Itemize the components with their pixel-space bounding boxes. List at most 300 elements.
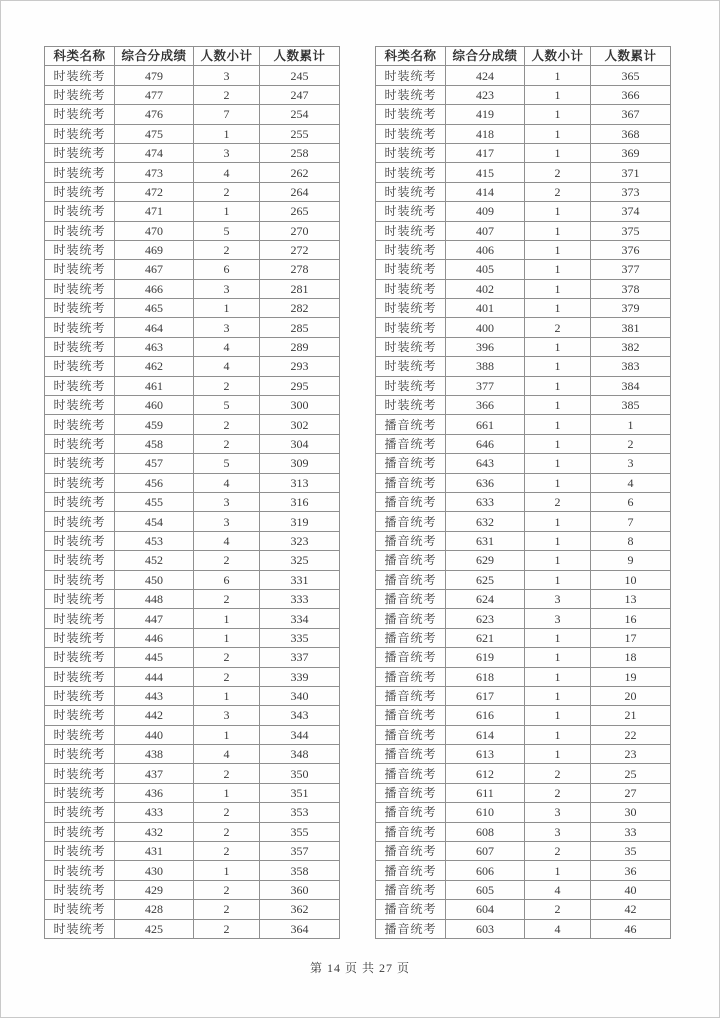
cumulative-cell: 362 — [260, 900, 340, 919]
subtotal-cell: 3 — [194, 143, 260, 162]
category-cell: 时装统考 — [45, 531, 115, 550]
score-cell: 473 — [115, 163, 194, 182]
category-cell: 时装统考 — [45, 454, 115, 473]
table-row — [376, 803, 671, 822]
category-cell: 时装统考 — [45, 357, 115, 376]
subtotal-cell: 3 — [194, 66, 260, 85]
category-cell: 播音统考 — [376, 822, 446, 841]
subtotal-cell: 3 — [525, 803, 591, 822]
score-cell: 607 — [446, 842, 525, 861]
score-cell: 477 — [115, 85, 194, 104]
cumulative-cell: 360 — [260, 880, 340, 899]
cumulative-cell: 6 — [591, 492, 671, 511]
cumulative-cell: 40 — [591, 880, 671, 899]
table-row — [376, 880, 671, 899]
cumulative-cell: 265 — [260, 202, 340, 221]
subtotal-cell: 1 — [525, 221, 591, 240]
category-cell: 时装统考 — [376, 337, 446, 356]
category-cell: 时装统考 — [45, 318, 115, 337]
table-row — [376, 783, 671, 802]
table-row — [376, 745, 671, 764]
score-cell: 470 — [115, 221, 194, 240]
cumulative-cell: 309 — [260, 454, 340, 473]
category-cell: 时装统考 — [45, 706, 115, 725]
subtotal-cell: 2 — [194, 842, 260, 861]
subtotal-cell: 1 — [194, 299, 260, 318]
table-row — [45, 337, 340, 356]
table-row — [376, 376, 671, 395]
table-row — [45, 861, 340, 880]
cumulative-cell: 371 — [591, 163, 671, 182]
cumulative-cell: 247 — [260, 85, 340, 104]
score-cell: 618 — [446, 667, 525, 686]
score-cell: 629 — [446, 551, 525, 570]
category-cell: 时装统考 — [376, 105, 446, 124]
category-cell: 时装统考 — [376, 221, 446, 240]
subtotal-cell: 1 — [525, 434, 591, 453]
category-cell: 时装统考 — [376, 376, 446, 395]
table-row — [376, 551, 671, 570]
score-cell: 611 — [446, 783, 525, 802]
cumulative-cell: 2 — [591, 434, 671, 453]
category-cell: 时装统考 — [45, 434, 115, 453]
score-cell: 443 — [115, 686, 194, 705]
category-cell: 播音统考 — [376, 861, 446, 880]
score-cell: 608 — [446, 822, 525, 841]
cumulative-cell: 313 — [260, 473, 340, 492]
cumulative-cell: 369 — [591, 143, 671, 162]
table-header-row — [376, 47, 671, 66]
category-cell: 时装统考 — [376, 260, 446, 279]
table-row — [376, 919, 671, 938]
score-cell: 433 — [115, 803, 194, 822]
subtotal-cell: 2 — [194, 803, 260, 822]
table-row — [45, 919, 340, 938]
table-row — [45, 822, 340, 841]
subtotal-cell: 3 — [194, 492, 260, 511]
table-row — [376, 396, 671, 415]
score-cell: 414 — [446, 182, 525, 201]
table-row — [45, 105, 340, 124]
category-cell: 播音统考 — [376, 492, 446, 511]
table-row — [376, 512, 671, 531]
category-cell: 时装统考 — [376, 318, 446, 337]
score-cell: 475 — [115, 124, 194, 143]
score-cell: 430 — [115, 861, 194, 880]
table-row — [45, 396, 340, 415]
cumulative-cell: 357 — [260, 842, 340, 861]
subtotal-cell: 2 — [194, 589, 260, 608]
score-cell: 432 — [115, 822, 194, 841]
category-cell: 播音统考 — [376, 783, 446, 802]
cumulative-cell: 27 — [591, 783, 671, 802]
category-cell: 时装统考 — [376, 202, 446, 221]
score-cell: 617 — [446, 686, 525, 705]
cumulative-cell: 278 — [260, 260, 340, 279]
cumulative-cell: 331 — [260, 570, 340, 589]
table-row — [376, 279, 671, 298]
subtotal-cell: 2 — [525, 492, 591, 511]
table-row — [45, 279, 340, 298]
subtotal-cell: 3 — [525, 609, 591, 628]
score-cell: 377 — [446, 376, 525, 395]
page-number-text: 第 14 页 共 27 页 — [309, 961, 410, 975]
subtotal-cell: 1 — [194, 686, 260, 705]
subtotal-cell: 1 — [525, 551, 591, 570]
category-cell: 时装统考 — [45, 396, 115, 415]
category-cell: 时装统考 — [45, 105, 115, 124]
score-cell: 460 — [115, 396, 194, 415]
subtotal-cell: 2 — [194, 900, 260, 919]
cumulative-cell: 9 — [591, 551, 671, 570]
category-cell: 时装统考 — [45, 861, 115, 880]
subtotal-cell: 2 — [194, 764, 260, 783]
score-table-left — [44, 46, 340, 939]
table-row — [376, 764, 671, 783]
score-cell: 463 — [115, 337, 194, 356]
column-header: 综合分成绩 — [446, 47, 525, 66]
cumulative-cell: 17 — [591, 628, 671, 647]
cumulative-cell: 340 — [260, 686, 340, 705]
category-cell: 时装统考 — [45, 919, 115, 938]
cumulative-cell: 1 — [591, 415, 671, 434]
subtotal-cell: 1 — [525, 260, 591, 279]
subtotal-cell: 4 — [194, 163, 260, 182]
subtotal-cell: 1 — [194, 725, 260, 744]
score-cell: 429 — [115, 880, 194, 899]
cumulative-cell: 366 — [591, 85, 671, 104]
cumulative-cell: 282 — [260, 299, 340, 318]
score-cell: 603 — [446, 919, 525, 938]
subtotal-cell: 1 — [525, 861, 591, 880]
category-cell: 时装统考 — [376, 299, 446, 318]
category-cell: 时装统考 — [45, 124, 115, 143]
subtotal-cell: 1 — [525, 454, 591, 473]
cumulative-cell: 22 — [591, 725, 671, 744]
subtotal-cell: 6 — [194, 570, 260, 589]
category-cell: 时装统考 — [376, 143, 446, 162]
category-cell: 时装统考 — [45, 337, 115, 356]
subtotal-cell: 1 — [194, 124, 260, 143]
table-row — [45, 686, 340, 705]
subtotal-cell: 1 — [525, 124, 591, 143]
subtotal-cell: 1 — [194, 609, 260, 628]
category-cell: 时装统考 — [45, 745, 115, 764]
category-cell: 时装统考 — [376, 66, 446, 85]
category-cell: 播音统考 — [376, 919, 446, 938]
score-cell: 400 — [446, 318, 525, 337]
score-table-right — [375, 46, 671, 939]
table-row — [45, 85, 340, 104]
category-cell: 播音统考 — [376, 725, 446, 744]
table-row — [45, 667, 340, 686]
category-cell: 时装统考 — [45, 686, 115, 705]
category-cell: 播音统考 — [376, 512, 446, 531]
table-row — [376, 163, 671, 182]
table-row — [45, 182, 340, 201]
category-cell: 时装统考 — [45, 143, 115, 162]
table-row — [45, 648, 340, 667]
category-cell: 时装统考 — [45, 415, 115, 434]
score-cell: 621 — [446, 628, 525, 647]
table-row — [45, 842, 340, 861]
score-cell: 631 — [446, 531, 525, 550]
score-cell: 431 — [115, 842, 194, 861]
cumulative-cell: 7 — [591, 512, 671, 531]
cumulative-cell: 319 — [260, 512, 340, 531]
cumulative-cell: 365 — [591, 66, 671, 85]
category-cell: 时装统考 — [45, 182, 115, 201]
category-cell: 时装统考 — [45, 221, 115, 240]
cumulative-cell: 339 — [260, 667, 340, 686]
cumulative-cell: 270 — [260, 221, 340, 240]
category-cell: 时装统考 — [376, 357, 446, 376]
subtotal-cell: 1 — [525, 473, 591, 492]
score-cell: 604 — [446, 900, 525, 919]
table-row — [45, 725, 340, 744]
score-cell: 402 — [446, 279, 525, 298]
table-row — [376, 299, 671, 318]
category-cell: 播音统考 — [376, 531, 446, 550]
cumulative-cell: 285 — [260, 318, 340, 337]
score-cell: 624 — [446, 589, 525, 608]
table-row — [376, 492, 671, 511]
cumulative-cell: 368 — [591, 124, 671, 143]
score-cell: 442 — [115, 706, 194, 725]
score-cell: 438 — [115, 745, 194, 764]
score-cell: 613 — [446, 745, 525, 764]
subtotal-cell: 2 — [194, 434, 260, 453]
cumulative-cell: 245 — [260, 66, 340, 85]
category-cell: 时装统考 — [376, 85, 446, 104]
category-cell: 时装统考 — [45, 783, 115, 802]
subtotal-cell: 4 — [525, 880, 591, 899]
table-row — [45, 260, 340, 279]
subtotal-cell: 4 — [525, 919, 591, 938]
table-row — [45, 783, 340, 802]
category-cell: 时装统考 — [45, 822, 115, 841]
cumulative-cell: 300 — [260, 396, 340, 415]
subtotal-cell: 2 — [525, 783, 591, 802]
cumulative-cell: 302 — [260, 415, 340, 434]
subtotal-cell: 2 — [194, 376, 260, 395]
category-cell: 时装统考 — [45, 492, 115, 511]
cumulative-cell: 385 — [591, 396, 671, 415]
table-row — [376, 861, 671, 880]
table-row — [45, 745, 340, 764]
table-row — [45, 492, 340, 511]
page-footer — [1, 959, 719, 976]
cumulative-cell: 333 — [260, 589, 340, 608]
score-cell: 458 — [115, 434, 194, 453]
cumulative-cell: 20 — [591, 686, 671, 705]
subtotal-cell: 2 — [194, 240, 260, 259]
cumulative-cell: 375 — [591, 221, 671, 240]
score-cell: 423 — [446, 85, 525, 104]
table-row — [45, 202, 340, 221]
score-cell: 447 — [115, 609, 194, 628]
subtotal-cell: 1 — [525, 85, 591, 104]
column-header: 人数累计 — [591, 47, 671, 66]
table-row — [45, 163, 340, 182]
table-row — [376, 473, 671, 492]
score-cell: 437 — [115, 764, 194, 783]
score-cell: 474 — [115, 143, 194, 162]
category-cell: 播音统考 — [376, 667, 446, 686]
table-row — [376, 570, 671, 589]
cumulative-cell: 272 — [260, 240, 340, 259]
subtotal-cell: 5 — [194, 221, 260, 240]
table-row — [45, 706, 340, 725]
score-cell: 401 — [446, 299, 525, 318]
score-cell: 610 — [446, 803, 525, 822]
subtotal-cell: 2 — [525, 163, 591, 182]
subtotal-cell: 1 — [525, 667, 591, 686]
subtotal-cell: 1 — [525, 202, 591, 221]
cumulative-cell: 8 — [591, 531, 671, 550]
table-row — [376, 260, 671, 279]
score-cell: 457 — [115, 454, 194, 473]
score-cell: 465 — [115, 299, 194, 318]
score-cell: 469 — [115, 240, 194, 259]
cumulative-cell: 337 — [260, 648, 340, 667]
subtotal-cell: 1 — [525, 240, 591, 259]
table-row — [45, 143, 340, 162]
score-cell: 632 — [446, 512, 525, 531]
subtotal-cell: 1 — [525, 143, 591, 162]
table-row — [376, 124, 671, 143]
subtotal-cell: 4 — [194, 337, 260, 356]
score-cell: 405 — [446, 260, 525, 279]
cumulative-cell: 381 — [591, 318, 671, 337]
category-cell: 时装统考 — [45, 473, 115, 492]
cumulative-cell: 42 — [591, 900, 671, 919]
score-cell: 462 — [115, 357, 194, 376]
table-row — [376, 357, 671, 376]
cumulative-cell: 355 — [260, 822, 340, 841]
table-row — [376, 725, 671, 744]
score-cell: 606 — [446, 861, 525, 880]
subtotal-cell: 1 — [525, 299, 591, 318]
subtotal-cell: 2 — [194, 919, 260, 938]
column-header: 科类名称 — [45, 47, 115, 66]
table-row — [376, 221, 671, 240]
column-header: 人数累计 — [260, 47, 340, 66]
category-cell: 时装统考 — [45, 299, 115, 318]
table-row — [45, 454, 340, 473]
table-row — [376, 648, 671, 667]
cumulative-cell: 353 — [260, 803, 340, 822]
subtotal-cell: 1 — [525, 570, 591, 589]
cumulative-cell: 343 — [260, 706, 340, 725]
cumulative-cell: 19 — [591, 667, 671, 686]
score-cell: 479 — [115, 66, 194, 85]
table-row — [376, 318, 671, 337]
column-header: 综合分成绩 — [115, 47, 194, 66]
score-cell: 614 — [446, 725, 525, 744]
score-cell: 409 — [446, 202, 525, 221]
score-cell: 419 — [446, 105, 525, 124]
score-cell: 428 — [115, 900, 194, 919]
score-cell: 456 — [115, 473, 194, 492]
category-cell: 时装统考 — [45, 609, 115, 628]
category-cell: 播音统考 — [376, 609, 446, 628]
subtotal-cell: 2 — [525, 900, 591, 919]
table-row — [376, 202, 671, 221]
score-cell: 616 — [446, 706, 525, 725]
table-row — [376, 589, 671, 608]
subtotal-cell: 2 — [194, 822, 260, 841]
table-row — [45, 900, 340, 919]
category-cell: 时装统考 — [45, 202, 115, 221]
table-row — [45, 221, 340, 240]
score-cell: 407 — [446, 221, 525, 240]
table-row — [376, 434, 671, 453]
table-row — [376, 706, 671, 725]
cumulative-cell: 383 — [591, 357, 671, 376]
subtotal-cell: 5 — [194, 396, 260, 415]
table-row — [45, 803, 340, 822]
cumulative-cell: 376 — [591, 240, 671, 259]
table-row — [376, 182, 671, 201]
cumulative-cell: 377 — [591, 260, 671, 279]
subtotal-cell: 1 — [525, 628, 591, 647]
table-row — [45, 589, 340, 608]
cumulative-cell: 262 — [260, 163, 340, 182]
score-cell: 415 — [446, 163, 525, 182]
cumulative-cell: 374 — [591, 202, 671, 221]
category-cell: 时装统考 — [45, 803, 115, 822]
cumulative-cell: 254 — [260, 105, 340, 124]
score-cell: 464 — [115, 318, 194, 337]
category-cell: 播音统考 — [376, 551, 446, 570]
category-cell: 播音统考 — [376, 434, 446, 453]
category-cell: 时装统考 — [45, 725, 115, 744]
table-row — [45, 512, 340, 531]
subtotal-cell: 1 — [194, 628, 260, 647]
category-cell: 时装统考 — [376, 396, 446, 415]
subtotal-cell: 1 — [525, 531, 591, 550]
score-cell: 619 — [446, 648, 525, 667]
score-cell: 476 — [115, 105, 194, 124]
subtotal-cell: 1 — [525, 376, 591, 395]
cumulative-cell: 323 — [260, 531, 340, 550]
subtotal-cell: 2 — [194, 85, 260, 104]
score-cell: 454 — [115, 512, 194, 531]
category-cell: 时装统考 — [45, 260, 115, 279]
cumulative-cell: 358 — [260, 861, 340, 880]
category-cell: 时装统考 — [45, 589, 115, 608]
cumulative-cell: 3 — [591, 454, 671, 473]
subtotal-cell: 2 — [525, 182, 591, 201]
category-cell: 播音统考 — [376, 628, 446, 647]
cumulative-cell: 335 — [260, 628, 340, 647]
category-cell: 时装统考 — [45, 764, 115, 783]
cumulative-cell: 33 — [591, 822, 671, 841]
category-cell: 时装统考 — [45, 570, 115, 589]
cumulative-cell: 316 — [260, 492, 340, 511]
category-cell: 时装统考 — [45, 240, 115, 259]
category-cell: 播音统考 — [376, 745, 446, 764]
cumulative-cell: 21 — [591, 706, 671, 725]
table-row — [45, 570, 340, 589]
category-cell: 时装统考 — [376, 124, 446, 143]
subtotal-cell: 4 — [194, 745, 260, 764]
subtotal-cell: 3 — [525, 822, 591, 841]
subtotal-cell: 1 — [525, 725, 591, 744]
table-row — [376, 900, 671, 919]
subtotal-cell: 1 — [194, 783, 260, 802]
